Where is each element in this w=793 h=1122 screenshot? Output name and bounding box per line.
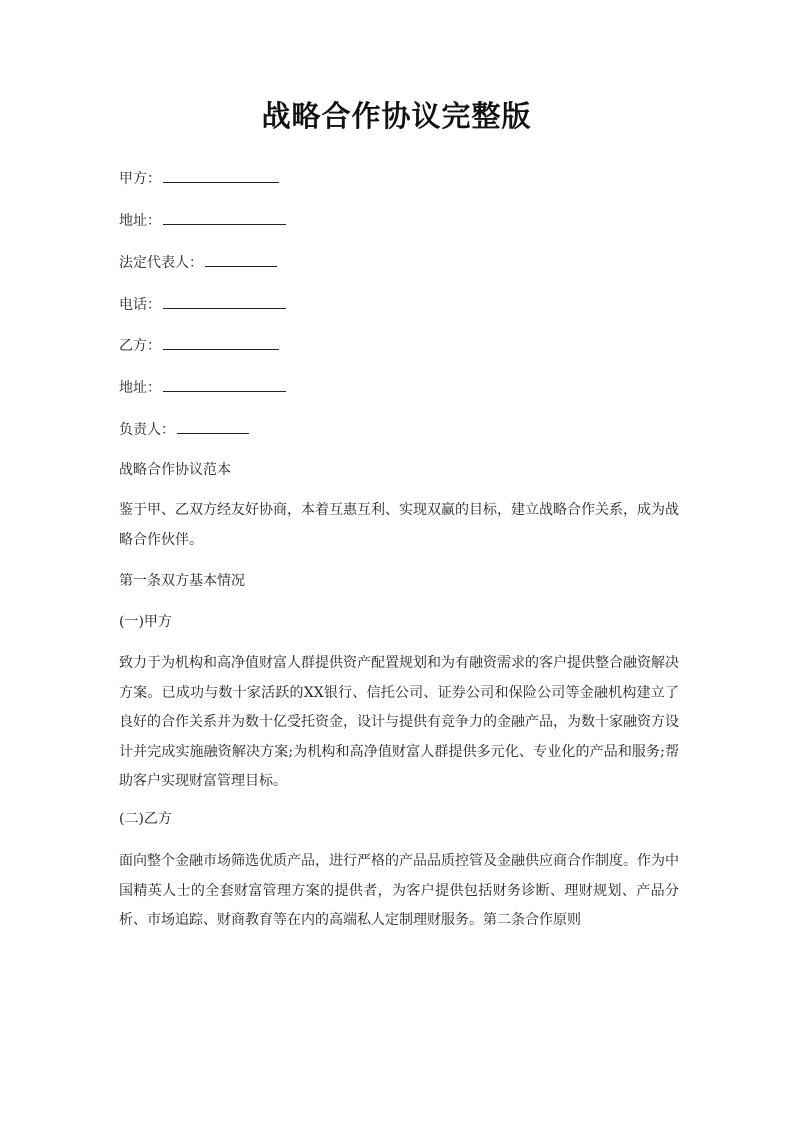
field-label: 负责人： — [119, 422, 175, 438]
section-a-heading: (一)甲方 — [119, 614, 172, 630]
section-b-heading: (二)乙方 — [119, 811, 172, 827]
blank-line[interactable] — [163, 294, 286, 309]
template-heading: 战略合作协议范本 — [119, 462, 231, 478]
party-b-address-field — [119, 377, 286, 398]
blank-line[interactable] — [163, 168, 279, 183]
article-1-heading: 第一条双方基本情况 — [119, 573, 245, 589]
section-a-text: 致力于为机构和高净值财富人群提供资产配置规划和为有融资需求的客户提供整合融资解决方案。已成功与数十家活跃的XX银行、信托公司、证券公司和保险公司等金融机构建立了良好的合作关系并为数十亿受托资金，设计与提供有竞争力的金融产品，为数十家融资方设计并完成实施融资解决方案;为机构和高净值财富人群提供多元化、专业化的产品和服务;帮助客户实现财富管理目标。 — [119, 655, 679, 789]
party-a-phone-field — [119, 294, 286, 315]
field-label: 电话： — [119, 297, 161, 313]
blank-line[interactable] — [163, 377, 286, 392]
field-label: 法定代表人： — [119, 255, 203, 271]
party-a-address-field — [119, 210, 286, 231]
section-b-text: 面向整个金融市场筛选优质产品，进行严格的产品品质控管及金融供应商合作制度。作为中国精英人士的全套财富管理方案的提供者，为客户提供包括财务诊断、理财规划、产品分析、市场追踪、财商教育等在内的高端私人定制理财服务。第二条合作原则 — [119, 853, 679, 928]
document-title: 战略合作协议完整版 — [261, 99, 532, 133]
preamble-paragraph — [119, 496, 679, 555]
preamble-text: 鉴于甲、乙双方经友好协商，本着互惠互利、实现双赢的目标，建立战略合作关系，成为战略合作伙伴。 — [119, 502, 679, 548]
party-b-manager-field — [119, 419, 249, 440]
party-a-legal-rep-field — [119, 252, 277, 273]
blank-line[interactable] — [163, 335, 279, 350]
field-label: 乙方： — [119, 338, 161, 354]
blank-line[interactable] — [205, 252, 277, 267]
field-label: 地址： — [119, 380, 161, 396]
field-label: 地址： — [119, 213, 161, 229]
party-a-name-field — [119, 168, 279, 189]
blank-line[interactable] — [177, 419, 249, 434]
blank-line[interactable] — [163, 210, 286, 225]
section-a-paragraph — [119, 649, 679, 797]
field-label: 甲方： — [119, 171, 161, 187]
section-b-paragraph — [119, 847, 679, 936]
party-b-name-field — [119, 335, 279, 356]
